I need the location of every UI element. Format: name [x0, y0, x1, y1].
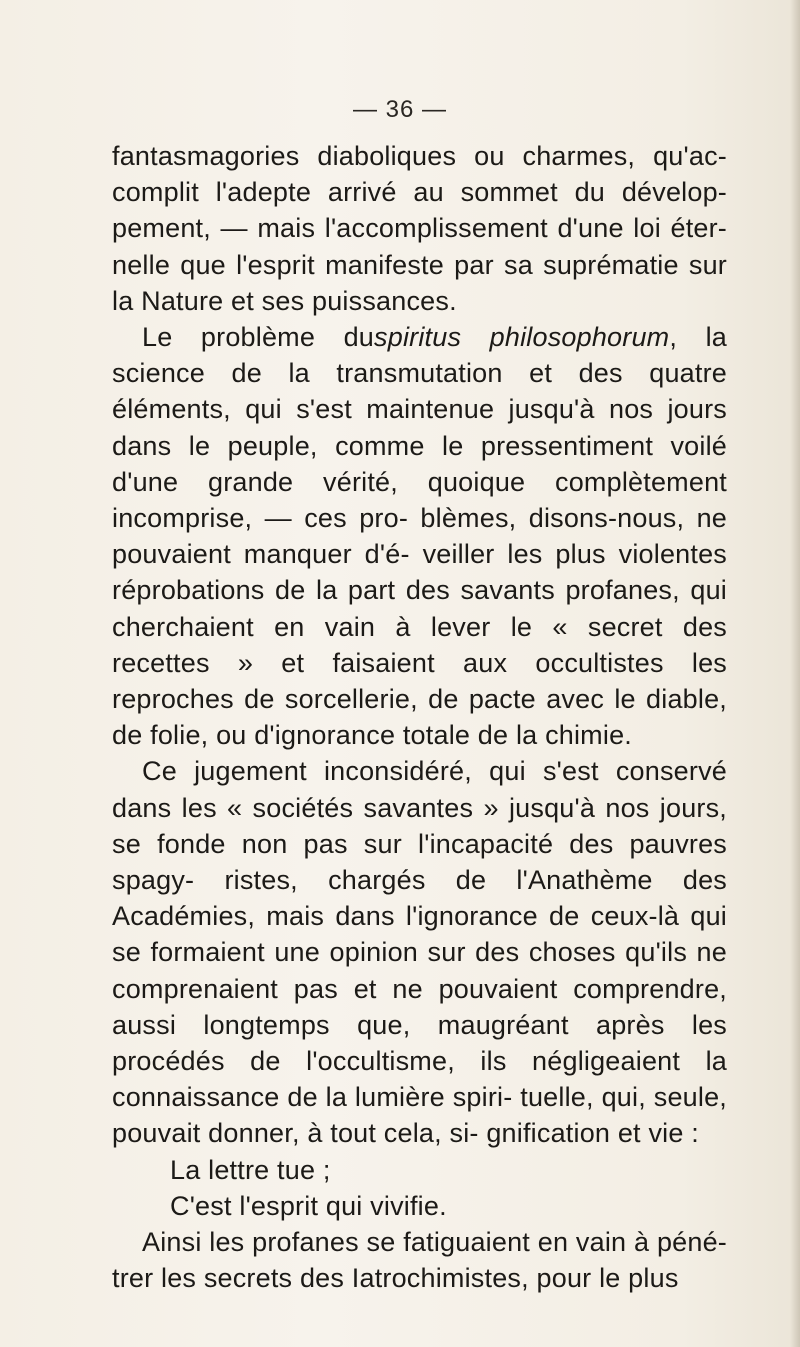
text-line: ristes, chargés de l'Anathème des Académies, mais [112, 865, 727, 932]
text-line: Ce jugement inconsidéré, qui s'est conservé dans [112, 756, 727, 823]
page-edge-shadow [790, 0, 800, 1347]
text-line: les « sociétés savantes » jusqu'à nos jours, se [112, 792, 728, 859]
page-number: — 36 — [352, 96, 448, 123]
verse-line-2: C'est l'esprit qui vivifie. [170, 1190, 447, 1221]
latin-term: spiritus philosophorum [374, 322, 670, 353]
text-line: complit l'adepte arrivé au sommet du dévelop- [112, 177, 727, 208]
text-line: fonde non pas sur l'incapacité des pauvres spagy- [112, 828, 728, 896]
text-line: des savants profanes, qui cherchaient en vain à [112, 575, 727, 642]
text-line: trer les secrets des Iatrochimistes, pour le plus [112, 1263, 679, 1294]
text-line: occultistes les reproches de sorcellerie, de pacte [112, 647, 727, 715]
text-line: lever le « secret des recettes » et faisaient aux [112, 611, 728, 678]
text-line: fantasmagories diaboliques ou charmes, qu'ac- [112, 141, 727, 171]
paragraph-1 [112, 138, 727, 319]
text-line: avec le diable, de folie, ou d'ignorance totale de [112, 684, 727, 751]
text-line: blèmes, disons-nous, ne pouvaient manquer d'é- [112, 503, 728, 570]
paragraph-4 [112, 1224, 727, 1296]
text-line: tuelle, qui, seule, pouvait donner, à tout cela, si- [112, 1082, 728, 1149]
text-line: comme le pressentiment voilé d'une grande vérité, [112, 430, 728, 497]
text-line: et ne pouvaient comprendre, aussi longtemps que, [112, 973, 728, 1040]
text-line: nelle que l'esprit manifeste par sa suprématie sur [112, 249, 727, 280]
text-line: maugréant après les procédés de l'occultisme, ils [112, 1009, 727, 1077]
text-line: gnification et vie : [486, 1118, 699, 1149]
text-line: négligeaient la connaissance de la lumière spiri- [112, 1046, 727, 1113]
text-line: de la transmutation et des quatre éléments, qui [112, 358, 728, 425]
paragraph-2 [112, 319, 727, 753]
text-line: pement, — mais l'accomplissement d'une loi éter- [112, 213, 727, 244]
text-line-lead-rest: , la science [112, 322, 727, 389]
paragraph-3 [112, 753, 727, 1151]
text-line: quoique complètement incomprise, — ces pro- [112, 466, 727, 534]
verse-line-1: La lettre tue ; [170, 1154, 331, 1185]
text-line: opinion sur des choses qu'ils ne comprenaient pas [112, 937, 727, 1004]
text-line: la Nature et ses puissances. [112, 285, 457, 316]
text-line: dans l'ignorance de ceux-là qui se formaient une [112, 901, 727, 968]
text-line: la chimie. [515, 720, 632, 751]
text-line: Ainsi les profanes se fatiguaient en vain à péné- [142, 1227, 727, 1258]
text-line: veiller les plus violentes réprobations de la part [112, 539, 727, 606]
text-line: s'est maintenue jusqu'à nos jours dans le peuple, [112, 394, 728, 461]
text-line-lead: Le problème du [142, 322, 375, 353]
body-text [112, 138, 727, 1297]
